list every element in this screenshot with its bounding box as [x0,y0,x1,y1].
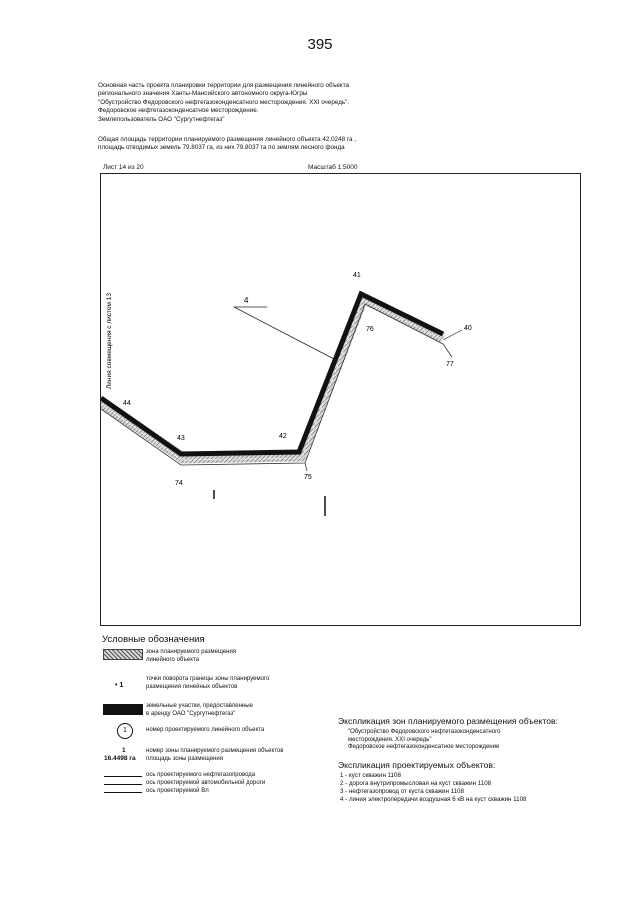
point-label: 76 [366,326,374,333]
legend-lease-swatch [103,704,143,715]
legend-text-line: в аренду ОАО "Сургутнефтегаз" [146,710,236,717]
header-line: Федоровское нефтегазоконденсатное месторождение. [98,107,259,115]
legend-oil-text: ось проектируемого нефтегазопровода [146,772,256,778]
legend-object-number-circle: 1 [117,723,133,739]
area-summary [98,136,538,153]
legend-zone-swatch [103,649,143,660]
legend-text-line: земельные участки, предоставленные [146,703,253,709]
legend-title: Условные обозначения [102,634,205,645]
explication-item: 2 - дорога внутрипромысловая на куст скважин 1108 [340,780,492,787]
point-label: 40 [464,325,472,332]
legend-road-text: ось проектируемой автомобильной дороги [146,780,266,786]
header-line: "Обустройство Федоровского нефтегазоконденсатного месторождения. XXI очередь". [98,98,350,106]
point-label: 42 [279,433,287,440]
legend-zone-number-text [146,748,283,763]
point-leader [305,463,307,471]
explication-line: "Обустройство Федоровского нефтегазоконденсатного [348,729,501,735]
header-line: регионального значения Ханты-Мансийского автономного округа-Югры [98,90,308,98]
legend-road-line [104,784,142,785]
explication-item: 4 - линия электропередачи воздушная 6 кВ на куст скважин 1108 [340,796,527,803]
legend-zone-number-marker: 1 [122,747,126,754]
legend-text-line: зона планируемого размещения [146,649,237,655]
scale-label: Масштаб 1:5000 [308,164,358,171]
explication-objects-title: Экспликация проектируемых объектов: [338,760,496,770]
page-number: 395 [307,36,333,53]
explication-item: 1 - куст скважин 1108 [340,772,401,779]
point-label: 74 [175,480,183,487]
legend-vl-text: ось проектируемой Вл [146,788,209,794]
explication-zones-title: Экспликация зон планируемого размещения объектов: [338,716,558,726]
explication-line: Федоровское нефтегазоконденсатное месторождение [348,744,500,751]
explication-objects-list [340,772,527,804]
point-leader [443,330,462,340]
document-header [98,82,538,124]
legend-text-line: размещения линейных объектов [146,683,238,690]
object-leader-line [234,307,336,360]
legend-points-text [146,676,269,691]
point-label: 43 [177,435,185,442]
point-label: 75 [304,474,312,481]
explication-line: месторождения. XXI очередь" [348,736,432,743]
area-line: Общая площадь территории планируемого размещения линейного объекта 42.0248 га , [98,136,357,143]
legend-text-line: площадь зоны размещения [146,755,223,762]
legend-oil-line [104,776,142,777]
area-line: площадь отводимых земель 79.8037 га, из них 79.8037 га по землям лесного фонда [98,144,345,152]
header-line: Землепользователь ОАО "Сургутнефтегаз" [98,115,225,123]
point-label: 77 [446,361,454,368]
legend-zone-area: 16.4498 га [104,755,136,762]
explication-item: 3 - нефтегазопровод от куста скважин 1108 [340,788,464,795]
legend-point-marker: • 1 [115,682,124,689]
side-label: Линия совмещения с листом 13 [106,292,113,389]
legend-object-number-text: номер проектируемого линейного объекта [146,727,265,733]
map-frame [100,173,581,626]
legend-zone-text [146,649,236,664]
legend-text-line: номер зоны планируемого размещения объектов [146,748,284,754]
legend-lease-text [146,703,253,718]
point-leader [443,344,452,357]
legend-text-line: линейного объекта [146,656,199,663]
point-label: 41 [353,272,361,279]
object-label: 4 [244,296,249,305]
header-line: Основная часть проекта планировки территории для размещения линейного объекта [98,82,350,89]
explication-zones-text [348,729,500,752]
map-drawing [101,174,582,627]
point-label: 44 [123,400,131,407]
legend-vl-line [104,792,142,793]
legend-text-line: точки поворота границы зоны планируемого [146,676,270,682]
sheet-label: Лист 14 из 20 [103,164,144,171]
